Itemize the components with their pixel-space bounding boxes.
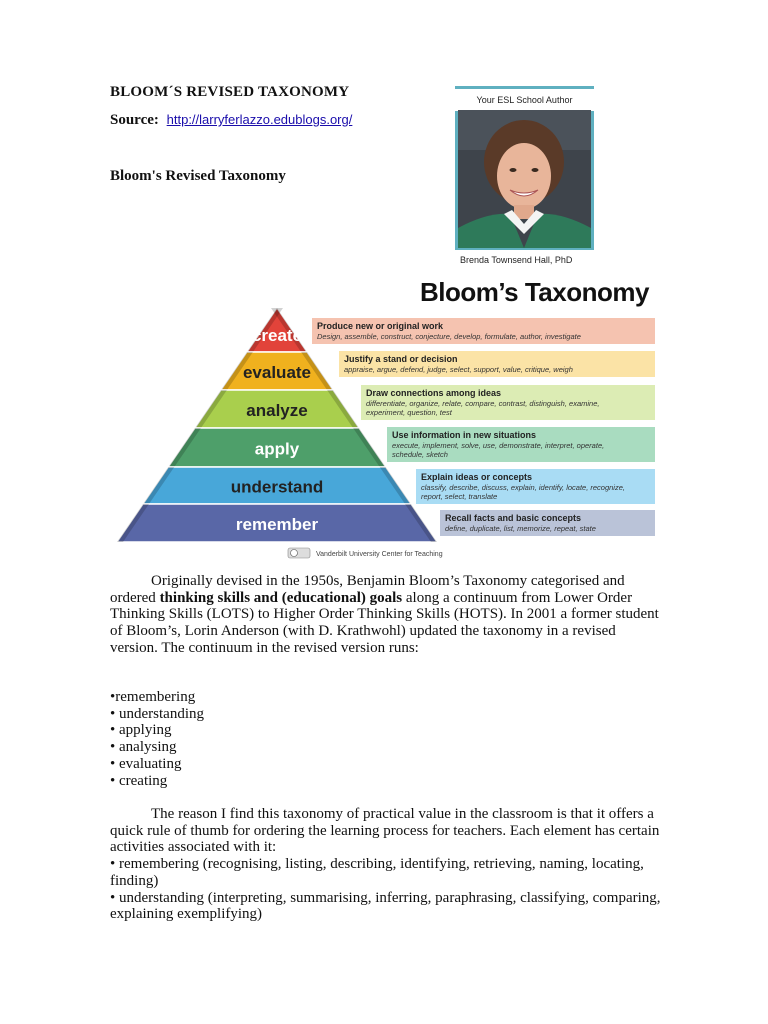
tier-description-verbs: schedule, sketch: [392, 450, 448, 459]
tier-description-verbs: appraise, argue, defend, judge, select, support, value, critique, weigh: [344, 365, 573, 374]
intro-paragraph: [110, 573, 662, 657]
tier-description-verbs: report, select, translate: [421, 492, 498, 501]
list-item: • applying: [110, 722, 172, 739]
list-item: •remembering: [110, 689, 196, 705]
reason-paragraph: [110, 806, 662, 923]
pyramid-tier-label: apply: [254, 439, 300, 459]
list-item: • creating: [110, 772, 168, 789]
infographic-heading: Bloom’s Taxonomy: [420, 277, 649, 307]
tier-description-title: Justify a stand or decision: [344, 354, 458, 364]
pyramid-diagram: [110, 272, 660, 562]
document-title: BLOOM´S REVISED TAXONOMY: [110, 84, 350, 100]
detail-understanding: • understanding (interpreting, summarising, inferring, paraphrasing, classifying, comparing, explaining exemplifying): [110, 889, 661, 923]
levels-list: [110, 689, 204, 789]
intro-text-b: along a continuum from Lower Order Thinking Skills (LOTS) to Higher Order Thinking Skills (HOTS). In 2001 a former student of Bloom’s, Lorin Anderson (with D. Krathwohl) updated the taxonomy in a revised version. The continuum in the revised version runs:: [110, 589, 659, 656]
source-line: [110, 112, 352, 129]
tier-description-verbs: Design, assemble, construct, conjecture, develop, formulate, author, investigate: [317, 332, 581, 341]
tier-description-verbs: classify, describe, discuss, explain, identify, locate, recognize,: [421, 483, 625, 492]
tier-description-verbs: differentiate, organize, relate, compare, contrast, distinguish, examine,: [366, 399, 600, 408]
tier-description-verbs: define, duplicate, list, memorize, repeat, state: [445, 524, 596, 533]
pyramid-tier-label: analyze: [246, 401, 308, 420]
author-portrait-illustration: [458, 110, 591, 248]
source-label: Source:: [110, 112, 159, 128]
tier-description-title: Explain ideas or concepts: [421, 472, 533, 482]
list-item: • analysing: [110, 739, 177, 756]
source-link[interactable]: http://larryferlazzo.edublogs.org/: [166, 112, 353, 127]
intro-text-bold: thinking skills and (educational) goals: [159, 589, 403, 606]
pyramid-tier-label: create: [251, 326, 303, 345]
creative-commons-icon-circle: [291, 550, 298, 557]
list-item: • understanding: [110, 705, 204, 722]
author-card-top-label: Your ESL School Author: [455, 89, 594, 111]
reason-text: The reason I find this taxonomy of practical value in the classroom is that it offers a quick rule of thumb for ordering the learning process for teachers. Each element has certain activities associated with it:: [110, 806, 660, 856]
tier-description-title: Recall facts and basic concepts: [445, 513, 582, 523]
pyramid-tier-label: remember: [235, 515, 319, 534]
tier-description-verbs: experiment, question, test: [366, 408, 452, 417]
infographic-credit: Vanderbilt University Center for Teaching: [316, 551, 443, 558]
bloom-taxonomy-infographic: [110, 272, 660, 562]
tier-description-title: Use information in new situations: [392, 430, 537, 440]
intro-text-a: Originally devised in the 1950s, Benjamin Bloom’s Taxonomy categorised and ordered: [110, 573, 625, 606]
pyramid-tier-label: evaluate: [242, 363, 312, 382]
pyramid-tier-label: understand: [230, 477, 324, 497]
detail-remembering: • remembering (recognising, listing, describing, identifying, retrieving, naming, locating, finding): [110, 856, 644, 889]
author-portrait: [458, 110, 591, 248]
author-card-bottom-label: Brenda Townsend Hall, PhD: [455, 250, 594, 271]
list-item: • evaluating: [110, 755, 182, 772]
tier-description-title: Produce new or original work: [317, 321, 444, 331]
author-photo-card: [455, 86, 594, 271]
tier-description-title: Draw connections among ideas: [366, 388, 502, 398]
section-subtitle: Bloom's Revised Taxonomy: [110, 168, 286, 184]
tier-description-verbs: execute, implement, solve, use, demonstrate, interpret, operate,: [392, 441, 605, 450]
